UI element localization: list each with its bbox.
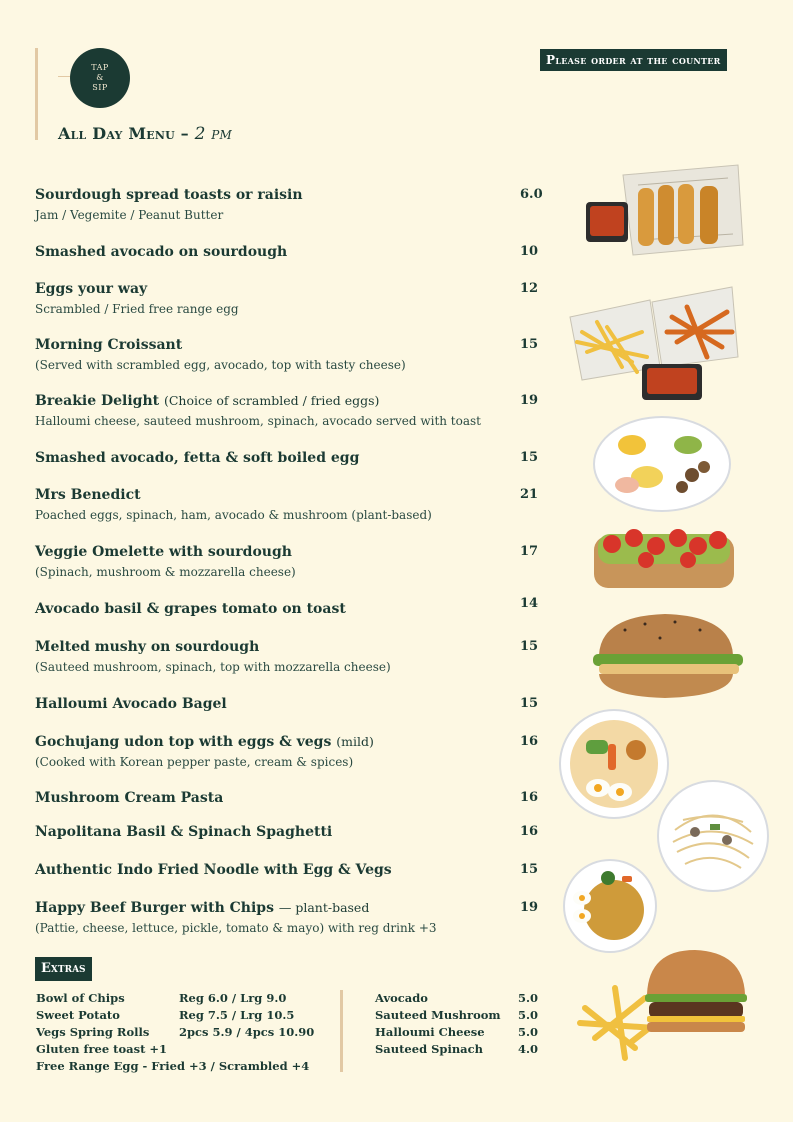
tomato-toast-photo	[590, 520, 738, 592]
menu-item	[35, 243, 545, 261]
item-description: (Pattie, cheese, lettuce, pickle, tomato & mayo) with reg drink +3	[35, 921, 437, 935]
menu-title	[58, 124, 232, 144]
item-description: (Spinach, mushroom & mozzarella cheese)	[35, 565, 296, 579]
item-name: Mrs Benedict	[35, 487, 141, 503]
extra-label: Sweet Potato	[36, 1008, 120, 1022]
item-name: Gochujang udon top with eggs & vegs	[35, 734, 332, 750]
item-name: Smashed avocado on sourdough	[35, 244, 288, 260]
item-price: 16	[520, 790, 539, 805]
menu-item	[35, 449, 545, 467]
extras-divider	[340, 990, 343, 1072]
item-price: 16	[520, 734, 539, 749]
item-name: Breakie Delight	[35, 393, 160, 409]
item-description: Halloumi cheese, sauteed mushroom, spinach, avocado served with toast	[35, 414, 481, 428]
item-price: 15	[520, 337, 539, 352]
menu-item	[35, 861, 545, 879]
chips-photo	[562, 272, 740, 407]
item-name: Authentic Indo Fried Noodle with Egg & Vegs	[35, 862, 392, 878]
item-name: Veggie Omelette with sourdough	[35, 544, 292, 560]
item-name: Mushroom Cream Pasta	[35, 790, 224, 806]
menu-item	[35, 280, 545, 317]
item-name: Happy Beef Burger with Chips	[35, 900, 274, 916]
item-name: Napolitana Basil & Spinach Spaghetti	[35, 824, 333, 840]
item-note: — plant-based	[278, 900, 370, 915]
menu-item	[35, 186, 545, 223]
menu-item	[35, 823, 545, 841]
burger-chips-photo	[575, 948, 750, 1063]
item-price: 21	[520, 487, 539, 502]
extra-price: 2pcs 5.9 / 4pcs 10.90	[179, 1025, 315, 1039]
extra-price: Reg 7.5 / Lrg 10.5	[179, 1008, 295, 1022]
menu-item	[35, 486, 545, 523]
benedict-plate-photo	[592, 415, 732, 513]
item-price: 14	[520, 596, 539, 611]
item-price: 19	[520, 900, 539, 915]
item-name: Morning Croissant	[35, 337, 183, 353]
menu-item	[35, 392, 545, 429]
item-name: Smashed avocado, fetta & soft boiled egg	[35, 450, 360, 466]
extras-row	[375, 990, 545, 1007]
udon-bowl-photo	[558, 708, 670, 820]
extra-label: Sauteed Spinach	[375, 1042, 483, 1056]
menu-item	[35, 899, 545, 936]
item-price: 15	[520, 639, 539, 654]
item-description: Jam / Vegemite / Peanut Butter	[35, 208, 224, 222]
item-name: Halloumi Avocado Bagel	[35, 696, 227, 712]
bagel-photo	[585, 610, 745, 700]
item-price: 6.0	[520, 187, 543, 202]
order-notice: Please order at the counter	[540, 49, 727, 71]
item-note: (mild)	[336, 734, 374, 749]
extras-right-list	[375, 990, 545, 1058]
extra-price: Reg 6.0 / Lrg 9.0	[179, 991, 287, 1005]
item-price: 16	[520, 824, 539, 839]
item-price: 10	[520, 244, 539, 259]
menu-time: 2 pm	[194, 124, 233, 144]
extra-label: Sauteed Mushroom	[375, 1008, 501, 1022]
extra-price: 5.0	[518, 991, 539, 1005]
header-accent-bar	[35, 48, 38, 140]
extras-row	[375, 1007, 545, 1024]
fried-noodle-photo	[562, 858, 658, 954]
item-description: (Cooked with Korean pepper paste, cream & spices)	[35, 755, 354, 769]
extras-row	[375, 1024, 545, 1041]
menu-item	[35, 596, 545, 618]
logo-line-1: TAP	[91, 63, 109, 72]
menu-item	[35, 695, 545, 713]
menu-item	[35, 789, 545, 807]
menu-item	[35, 638, 545, 675]
item-price: 15	[520, 862, 539, 877]
item-name: Melted mushy on sourdough	[35, 639, 260, 655]
logo-line-3: SIP	[92, 83, 108, 92]
menu-item	[35, 733, 545, 770]
item-name: Sourdough spread toasts or raisin	[35, 187, 303, 203]
item-price: 12	[520, 281, 539, 296]
extras-row	[375, 1041, 545, 1058]
item-description: Scrambled / Fried free range egg	[35, 302, 239, 316]
extra-price: 4.0	[518, 1042, 539, 1056]
menu-item	[35, 336, 545, 373]
item-price: 19	[520, 393, 539, 408]
extra-price: 5.0	[518, 1008, 539, 1022]
item-name: Avocado basil & grapes tomato on toast	[35, 601, 346, 617]
extras-title: Extras	[35, 957, 92, 981]
extra-label: Vegs Spring Rolls	[36, 1025, 150, 1039]
extra-label: Halloumi Cheese	[375, 1025, 485, 1039]
item-price: 17	[520, 544, 539, 559]
item-note: (Choice of scrambled / fried eggs)	[163, 393, 380, 408]
item-price: 15	[520, 696, 539, 711]
menu-item	[35, 543, 545, 580]
extra-label: Bowl of Chips	[36, 991, 125, 1005]
spring-rolls-photo	[578, 160, 748, 265]
item-description: (Sauteed mushroom, spinach, top with mozzarella cheese)	[35, 660, 391, 674]
extra-label: Gluten free toast +1	[36, 1042, 168, 1056]
pasta-photo	[655, 780, 771, 892]
brand-logo	[70, 48, 130, 108]
extra-price: 5.0	[518, 1025, 539, 1039]
item-name: Eggs your way	[35, 281, 148, 297]
extra-label: Free Range Egg - Fried +3 / Scrambled +4	[36, 1059, 310, 1073]
menu-title-text: All Day Menu –	[58, 124, 189, 143]
item-description: (Served with scrambled egg, avocado, top with tasty cheese)	[35, 358, 406, 372]
logo-line-2: &	[96, 73, 104, 82]
item-price: 15	[520, 450, 539, 465]
extra-label: Avocado	[375, 991, 428, 1005]
item-description: Poached eggs, spinach, ham, avocado & mushroom (plant-based)	[35, 508, 432, 522]
